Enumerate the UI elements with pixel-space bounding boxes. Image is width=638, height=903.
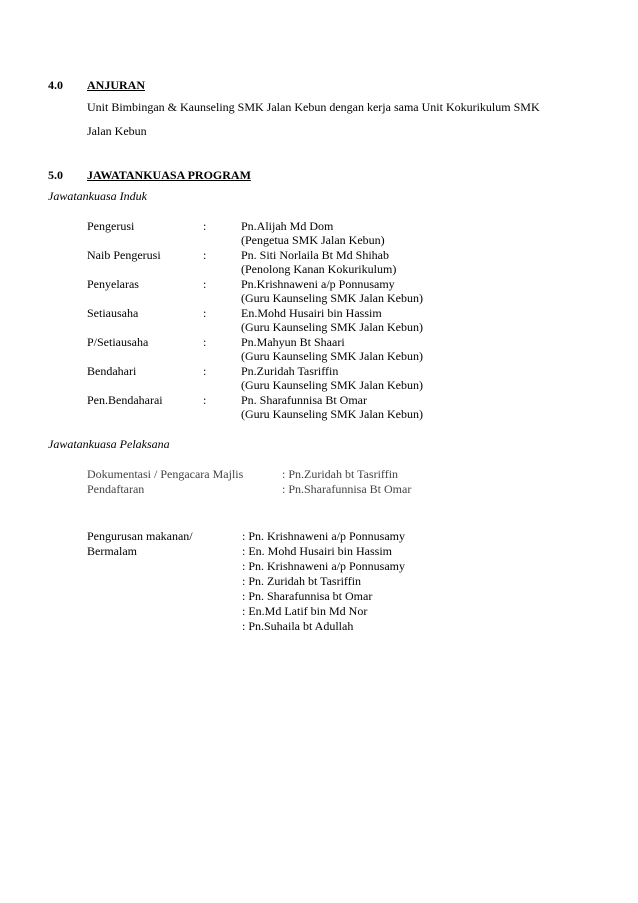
induk-name: En.Mohd Husairi bin Hassim — [241, 306, 382, 320]
pelaksana-value: : Pn.Sharafunnisa Bt Omar — [282, 482, 412, 496]
induk-separator: : — [203, 393, 207, 407]
induk-name: Pn. Siti Norlaila Bt Md Shihab — [241, 248, 390, 262]
pelaksana-role: Dokumentasi / Pengacara Majlis — [87, 467, 244, 481]
pelaksana-b-member: : Pn. Krishnaweni a/p Ponnusamy — [242, 529, 405, 543]
pelaksana-heading: Jawatankuasa Pelaksana — [48, 437, 170, 451]
pelaksana-b-member: : Pn. Sharafunnisa bt Omar — [242, 589, 373, 603]
section-5-number: 5.0 — [48, 168, 63, 182]
induk-note: (Guru Kaunseling SMK Jalan Kebun) — [241, 291, 423, 305]
pelaksana-b-role-line-2: Bermalam — [87, 544, 137, 558]
induk-note: (Penolong Kanan Kokurikulum) — [241, 262, 397, 276]
induk-note: (Guru Kaunseling SMK Jalan Kebun) — [241, 378, 423, 392]
induk-separator: : — [203, 219, 207, 233]
section-4-title: ANJURAN — [87, 78, 145, 92]
induk-note: (Guru Kaunseling SMK Jalan Kebun) — [241, 407, 423, 421]
section-4-number: 4.0 — [48, 78, 63, 92]
induk-role: Naib Pengerusi — [87, 248, 161, 262]
induk-role: Pengerusi — [87, 219, 135, 233]
pelaksana-b-member: : Pn. Krishnaweni a/p Ponnusamy — [242, 559, 405, 573]
pelaksana-b-role-line-1: Pengurusan makanan/ — [87, 529, 193, 543]
section-4-body-line-1: Unit Bimbingan & Kaunseling SMK Jalan Kebun dengan kerja sama Unit Kokurikulum SMK — [87, 100, 540, 114]
induk-role: P/Setiausaha — [87, 335, 149, 349]
pelaksana-b-member: : Pn.Suhaila bt Adullah — [242, 619, 354, 633]
pelaksana-value: : Pn.Zuridah bt Tasriffin — [282, 467, 399, 481]
induk-name: Pn.Mahyun Bt Shaari — [241, 335, 345, 349]
pelaksana-b-member: : En. Mohd Husairi bin Hassim — [242, 544, 392, 558]
induk-name: Pn. Sharafunnisa Bt Omar — [241, 393, 367, 407]
induk-role: Pen.Bendaharai — [87, 393, 163, 407]
pelaksana-role: Pendaftaran — [87, 482, 145, 496]
induk-separator: : — [203, 364, 207, 378]
induk-role: Penyelaras — [87, 277, 139, 291]
induk-name: Pn.Zuridah Tasriffin — [241, 364, 339, 378]
induk-name: Pn.Krishnaweni a/p Ponnusamy — [241, 277, 395, 291]
induk-note: (Pengetua SMK Jalan Kebun) — [241, 233, 385, 247]
induk-separator: : — [203, 335, 207, 349]
induk-separator: : — [203, 306, 207, 320]
induk-separator: : — [203, 277, 207, 291]
induk-note: (Guru Kaunseling SMK Jalan Kebun) — [241, 320, 423, 334]
induk-note: (Guru Kaunseling SMK Jalan Kebun) — [241, 349, 423, 363]
induk-name: Pn.Alijah Md Dom — [241, 219, 334, 233]
induk-role: Bendahari — [87, 364, 137, 378]
section-5-title: JAWATANKUASA PROGRAM — [87, 168, 251, 182]
section-4-body-line-2: Jalan Kebun — [87, 124, 147, 138]
induk-separator: : — [203, 248, 207, 262]
pelaksana-b-member: : Pn. Zuridah bt Tasriffin — [242, 574, 362, 588]
induk-role: Setiausaha — [87, 306, 139, 320]
induk-heading: Jawatankuasa Induk — [48, 189, 147, 203]
pelaksana-b-member: : En.Md Latif bin Md Nor — [242, 604, 368, 618]
